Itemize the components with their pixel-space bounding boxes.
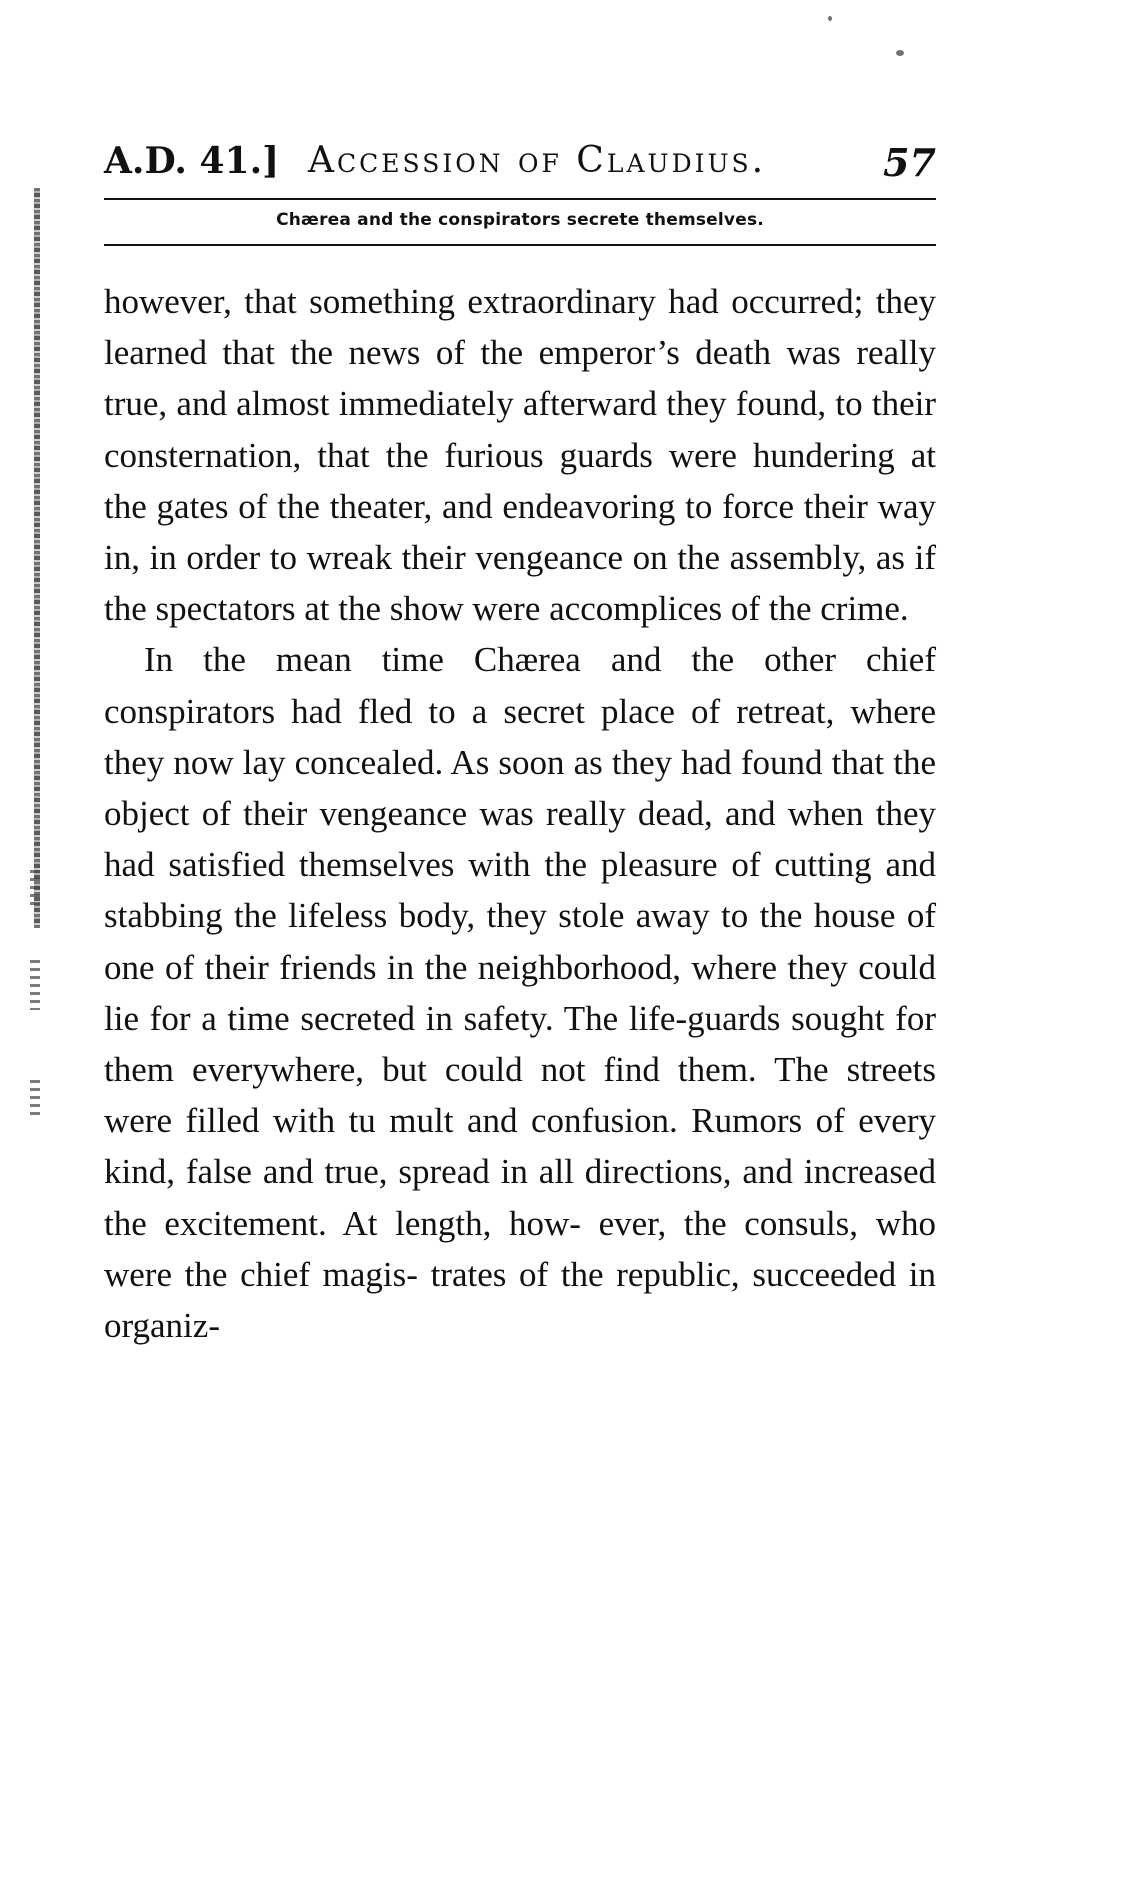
- scan-margin-artifact: [30, 870, 40, 910]
- body-text: [104, 276, 936, 1351]
- scan-speck: [896, 50, 904, 56]
- paragraph: however, that something extraordinary had occurred; they learned that the news of the emperor’s death was really true, and almost immediately afterward they found, to their consternation, that the furious guards were hundering at the gates of the theater, and endeavoring to force their way in, in order to wreak their vengeance on the assembly, as if the spectators at the show were accomplices of the crime.: [104, 282, 936, 629]
- scan-margin-artifact: [34, 188, 40, 928]
- scan-speck: [828, 16, 832, 21]
- scan-margin-artifact: [30, 960, 40, 1010]
- header-rule-top: [104, 198, 936, 200]
- paragraph: In the mean time Chærea and the other chief conspirators had fled to a secret place of retreat, where they now lay concealed. As soon as they had found that the object of their vengeance was really dead, and when they had satisfied themselves with the pleasure of cutting and stabbing the lifeless body, they stole away to the house of one of their friends in the neighborhood, where they could lie for a time secreted in safety. The life-guards sought for them everywhere, but could not find them. The streets were filled with tu mult and confusion. Rumors of every kind, false and true, spread in all directions, and increased the excitement. At length, how- ever, the consuls, who were the chief magis- trates of the republic, succeeded in organiz-: [104, 640, 936, 1346]
- header-date: A.D. 41.]: [104, 140, 280, 182]
- header-rule-bottom: [104, 244, 936, 246]
- page-number: 57: [883, 140, 936, 185]
- section-subheader: Chærea and the conspirators secrete themselves.: [276, 210, 764, 230]
- scan-margin-artifact: [30, 1080, 40, 1120]
- header-title: Accession of Claudius.: [308, 140, 767, 181]
- running-header: [104, 140, 936, 188]
